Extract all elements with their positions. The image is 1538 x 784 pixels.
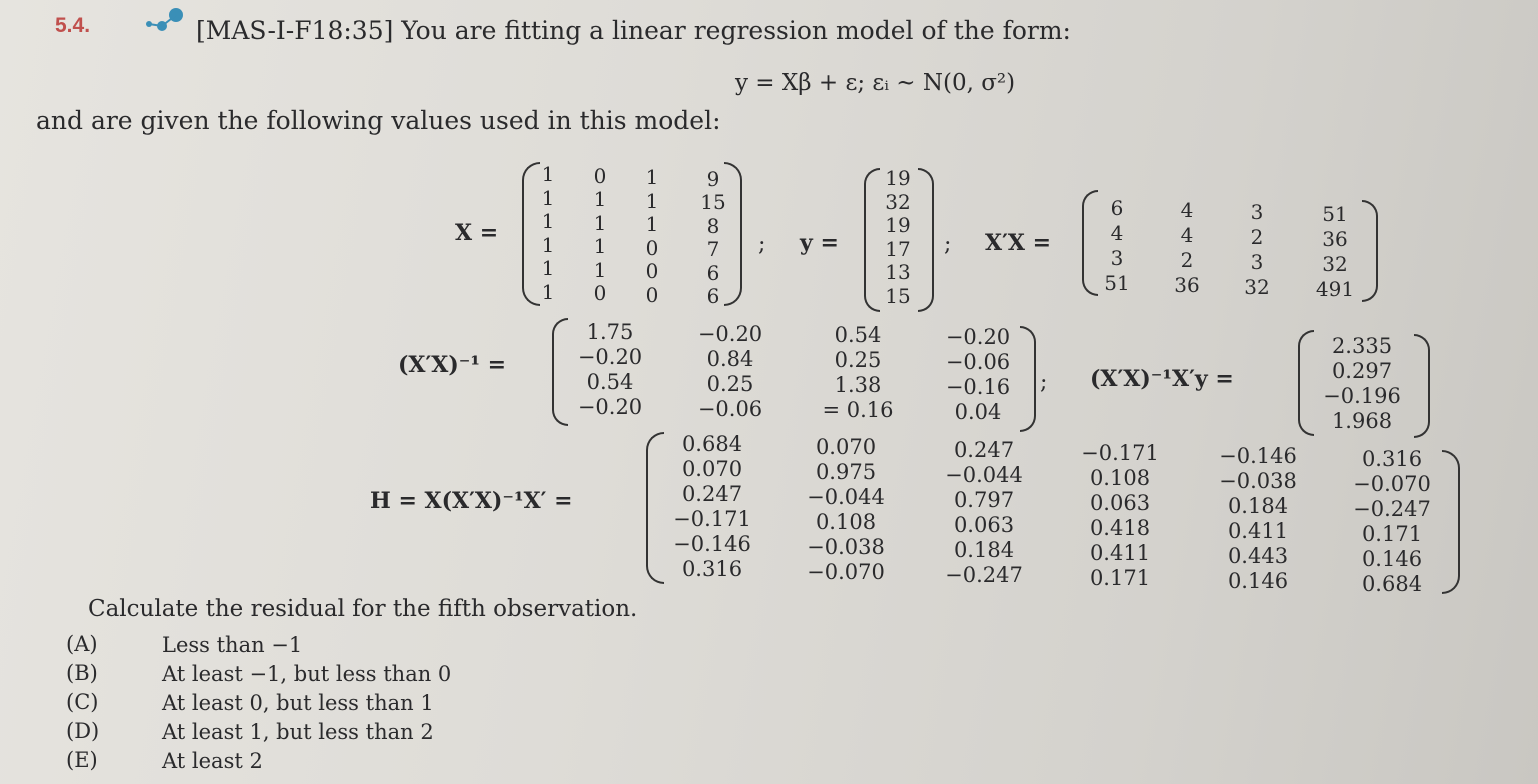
- X-cell-r3-c3: 1: [645, 212, 659, 236]
- X-cell-r1-c2: 0: [593, 163, 607, 188]
- X-cell-r2-c1: 1: [541, 185, 555, 210]
- X-cell-r1-c1: 1: [541, 162, 555, 186]
- XtX-cell-r2-c4: 36: [1322, 227, 1348, 251]
- model-equation: y = Xβ + ε; εᵢ ~ N(0, σ²): [735, 70, 1016, 96]
- H-cell-r5-c3: 0.184: [953, 538, 1015, 562]
- sep-3: ;: [1040, 370, 1048, 395]
- H-cell-r4-c3: 0.063: [953, 513, 1015, 537]
- X-cell-r5-c1: 1: [541, 256, 555, 280]
- X-cell-r2-c2: 1: [593, 187, 607, 211]
- XtXinv-cell-r3-c4: −0.16: [945, 374, 1011, 399]
- label-beta: (X′X)⁻¹X′y =: [1090, 366, 1234, 392]
- H-cell-r1-c3: 0.247: [953, 438, 1015, 462]
- option-label-b[interactable]: (B): [66, 661, 98, 685]
- XtXinv-cell-r4-c1: −0.20: [577, 395, 643, 419]
- sep-1: ;: [758, 232, 766, 257]
- H-cell-r5-c1: −0.146: [673, 532, 751, 556]
- XtXinv-cell-r2-c4: −0.06: [945, 349, 1011, 374]
- H-cell-r2-c1: 0.070: [681, 457, 743, 481]
- XtXinv-cell-r3-c1: 0.54: [586, 370, 634, 394]
- X-cell-r3-c4: 8: [706, 213, 720, 238]
- H-cell-r6-c5: 0.146: [1227, 569, 1289, 593]
- X-cell-r1-c4: 9: [706, 166, 720, 191]
- option-label-d[interactable]: (D): [66, 719, 100, 743]
- H-cell-r3-c3: 0.797: [953, 488, 1015, 512]
- XtXinv-cell-r4-c2: −0.06: [697, 396, 763, 421]
- X-cell-r4-c2: 1: [593, 234, 607, 258]
- label-XtX: X′X =: [985, 230, 1052, 256]
- y-cell-r2-c1: 32: [885, 189, 911, 214]
- X-cell-r4-c4: 7: [706, 237, 720, 261]
- X-cell-r2-c3: 1: [645, 188, 659, 213]
- sep-2: ;: [944, 232, 952, 257]
- H-cell-r4-c1: −0.171: [673, 507, 751, 531]
- beta-cell-r3-c1: −0.196: [1323, 384, 1401, 408]
- question-text: Calculate the residual for the fifth observation.: [88, 596, 638, 622]
- beta-cell-r1-c1: 2.335: [1331, 334, 1393, 358]
- X-cell-r5-c3: 0: [645, 259, 659, 283]
- option-text-a[interactable]: Less than −1: [162, 633, 303, 657]
- exercise-link-icon[interactable]: [142, 6, 186, 34]
- XtX-cell-r2-c1: 4: [1110, 221, 1124, 245]
- problem-intro: [MAS-I-F18:35] You are fitting a linear regression model of the form:: [196, 16, 1071, 45]
- label-X: X =: [455, 220, 499, 246]
- X-cell-r5-c2: 1: [593, 257, 607, 282]
- XtXinv-cell-r2-c2: 0.84: [706, 346, 754, 371]
- H-cell-r2-c3: −0.044: [945, 463, 1023, 487]
- X-cell-r6-c1: 1: [541, 279, 555, 304]
- H-cell-r4-c4: 0.418: [1089, 516, 1151, 540]
- H-right-paren: [1442, 450, 1460, 594]
- y-cell-r3-c1: 19: [885, 213, 911, 237]
- H-cell-r1-c5: −0.146: [1219, 444, 1297, 468]
- H-cell-r2-c2: 0.975: [815, 460, 877, 484]
- XtX-cell-r2-c2: 4: [1180, 223, 1194, 247]
- X-cell-r1-c3: 1: [645, 165, 659, 189]
- XtXinv-cell-r2-c3: 0.25: [834, 348, 882, 372]
- H-cell-r5-c5: 0.443: [1227, 544, 1289, 568]
- XtX-cell-r4-c1: 51: [1104, 271, 1130, 295]
- option-text-c[interactable]: At least 0, but less than 1: [162, 691, 434, 715]
- option-label-e[interactable]: (E): [66, 748, 98, 772]
- XtXinv-cell-r3-c2: 0.25: [706, 371, 754, 396]
- XtXinv-cell-r3-c3: 1.38: [834, 373, 882, 397]
- label-XtXinv: (X′X)⁻¹ =: [398, 352, 507, 378]
- XtX-cell-r1-c1: 6: [1110, 196, 1124, 220]
- H-cell-r4-c2: 0.108: [815, 510, 877, 534]
- y-cell-r5-c1: 13: [885, 260, 911, 284]
- H-cell-r3-c4: 0.063: [1089, 491, 1151, 515]
- problem-number: 5.4.: [55, 14, 91, 37]
- H-cell-r6-c1: 0.316: [681, 557, 743, 581]
- H-left-paren: [646, 432, 664, 584]
- beta-left-paren: [1298, 330, 1314, 436]
- XtX-cell-r3-c4: 32: [1322, 252, 1348, 276]
- option-label-a[interactable]: (A): [66, 632, 98, 656]
- XtX-cell-r1-c4: 51: [1322, 202, 1348, 226]
- H-cell-r2-c4: 0.108: [1089, 466, 1151, 490]
- XtX-cell-r3-c1: 3: [1110, 246, 1124, 270]
- y-cell-r6-c1: 15: [885, 283, 911, 308]
- option-text-d[interactable]: At least 1, but less than 2: [162, 720, 434, 744]
- H-cell-r5-c2: −0.038: [807, 535, 885, 559]
- H-cell-r4-c6: 0.171: [1361, 522, 1423, 546]
- XtX-cell-r1-c2: 4: [1180, 198, 1194, 222]
- H-cell-r1-c1: 0.684: [681, 432, 743, 456]
- H-cell-r1-c2: 0.070: [815, 435, 877, 459]
- X-cell-r6-c3: 0: [645, 282, 659, 307]
- given-text: and are given the following values used in this model:: [36, 106, 721, 135]
- X-cell-r6-c2: 0: [593, 281, 607, 305]
- H-cell-r3-c2: −0.044: [807, 485, 885, 509]
- y-cell-r4-c1: 17: [885, 236, 911, 261]
- H-cell-r3-c5: 0.184: [1227, 494, 1289, 518]
- H-cell-r3-c6: −0.247: [1353, 497, 1431, 521]
- XtXinv-cell-r1-c3: 0.54: [834, 323, 882, 347]
- XtXinv-cell-r1-c1: 1.75: [586, 320, 634, 344]
- H-cell-r6-c3: −0.247: [945, 563, 1023, 587]
- XtXinv-cell-r2-c1: −0.20: [577, 345, 643, 369]
- X-cell-r3-c2: 1: [593, 210, 607, 235]
- label-H: H = X(X′X)⁻¹X′ =: [370, 488, 573, 514]
- X-cell-r6-c4: 6: [706, 284, 720, 308]
- XtX-cell-r4-c2: 36: [1174, 273, 1200, 297]
- XtX-cell-r1-c3: 3: [1250, 200, 1264, 224]
- XtXinv-cell-r1-c2: −0.20: [697, 321, 763, 346]
- XtX-cell-r3-c2: 2: [1180, 248, 1194, 272]
- H-cell-r1-c6: 0.316: [1361, 447, 1423, 471]
- X-cell-r4-c1: 1: [541, 232, 555, 257]
- H-cell-r5-c4: 0.411: [1089, 541, 1151, 565]
- XtXinv-cell-r1-c4: −0.20: [945, 324, 1011, 349]
- X-cell-r4-c3: 0: [645, 235, 659, 260]
- X-cell-r2-c4: 15: [700, 190, 726, 214]
- H-cell-r6-c6: 0.684: [1361, 572, 1423, 596]
- XtX-cell-r4-c3: 32: [1244, 275, 1270, 299]
- XtXinv-cell-r4-c3: = 0.16: [822, 398, 894, 422]
- H-cell-r6-c2: −0.070: [807, 560, 885, 584]
- XtX-cell-r3-c3: 3: [1250, 250, 1264, 274]
- X-cell-r3-c1: 1: [541, 209, 555, 233]
- option-label-c[interactable]: (C): [66, 690, 99, 714]
- label-y: y =: [800, 230, 839, 256]
- option-text-e[interactable]: At least 2: [162, 749, 263, 773]
- XtX-cell-r2-c3: 2: [1250, 225, 1264, 249]
- H-cell-r1-c4: −0.171: [1081, 441, 1159, 465]
- H-cell-r3-c1: 0.247: [681, 482, 743, 506]
- H-cell-r5-c6: 0.146: [1361, 547, 1423, 571]
- beta-right-paren: [1414, 334, 1430, 438]
- H-cell-r2-c6: −0.070: [1353, 472, 1431, 496]
- beta-cell-r2-c1: 0.297: [1331, 359, 1393, 383]
- XtXinv-cell-r4-c4: 0.04: [954, 399, 1002, 424]
- XtX-cell-r4-c4: 491: [1315, 277, 1355, 301]
- H-cell-r2-c5: −0.038: [1219, 469, 1297, 493]
- H-cell-r4-c5: 0.411: [1227, 519, 1289, 543]
- H-cell-r6-c4: 0.171: [1089, 566, 1151, 590]
- y-cell-r1-c1: 19: [885, 166, 911, 190]
- beta-cell-r4-c1: 1.968: [1331, 409, 1393, 433]
- option-text-b[interactable]: At least −1, but less than 0: [162, 662, 452, 686]
- X-cell-r5-c4: 6: [706, 260, 720, 285]
